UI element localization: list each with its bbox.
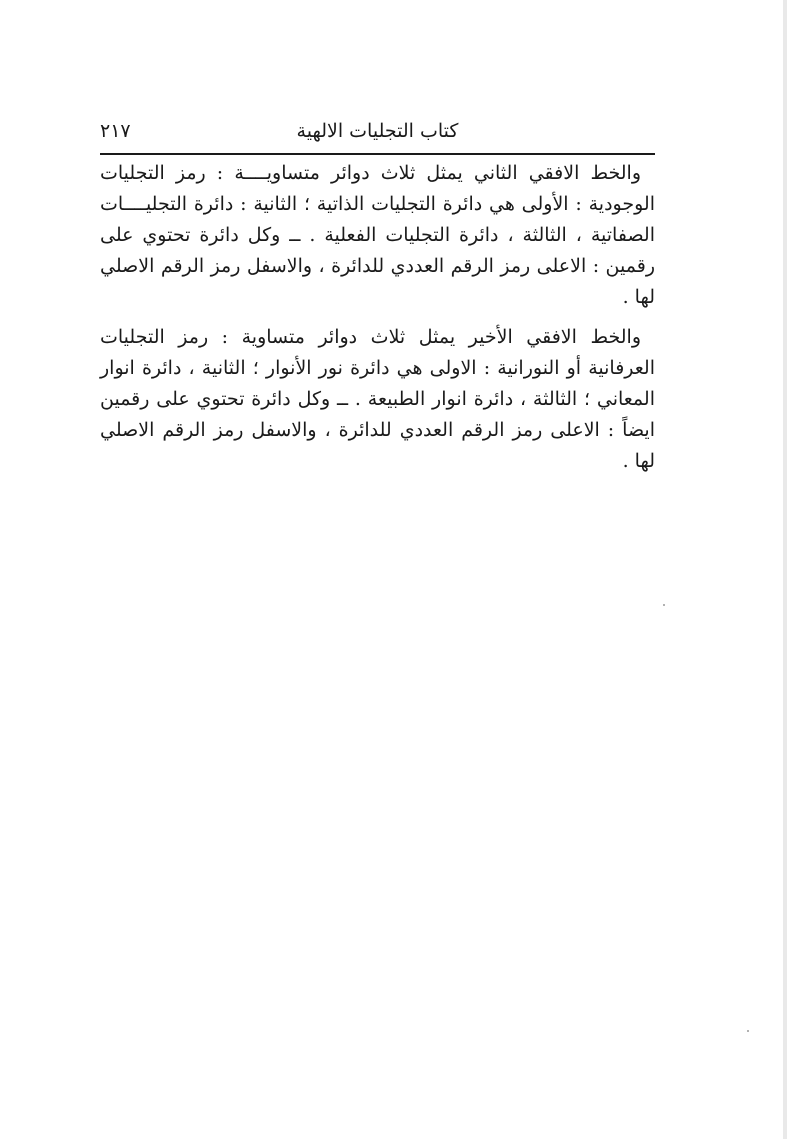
paragraph-first: والخط الافقي الثاني يمثل ثلاث دوائر متساويــــة : رمز التجليات الوجودية : الأولى هي دائرة التجليات الذاتية ؛ الثانية : دائرة التجليــــات الصفاتية ، الثالثة ، دائرة التجليات الفعلية . ــ وكل دائرة تحتوي على رقمين : الاعلى رمز الرقم العددي للدائرة ، والاسفل رمز الرقم الاصلي لها . — [100, 162, 655, 308]
scan-edge — [783, 0, 787, 1139]
paragraph-second: والخط الافقي الأخير يمثل ثلاث دوائر متساوية : رمز التجليات العرفانية أو النورانية : الاولى هي دائرة نور الأنوار ؛ الثانية ، دائرة انوار المعاني ؛ الثالثة ، دائرة انوار الطبيعة . ــ وكل دائرة تحتوي على رقمين ايضاً : الاعلى رمز الرقم العددي للدائرة ، والاسفل رمز الرقم الاصلي لها . — [100, 326, 655, 472]
header-rule — [100, 153, 655, 155]
running-title: كتاب التجليات الالهية — [296, 120, 459, 142]
page-header — [100, 118, 655, 150]
scan-speck — [663, 604, 665, 606]
body-text — [100, 158, 655, 477]
scan-speck — [747, 1030, 749, 1032]
page-number: ٢١٧ — [100, 120, 131, 142]
